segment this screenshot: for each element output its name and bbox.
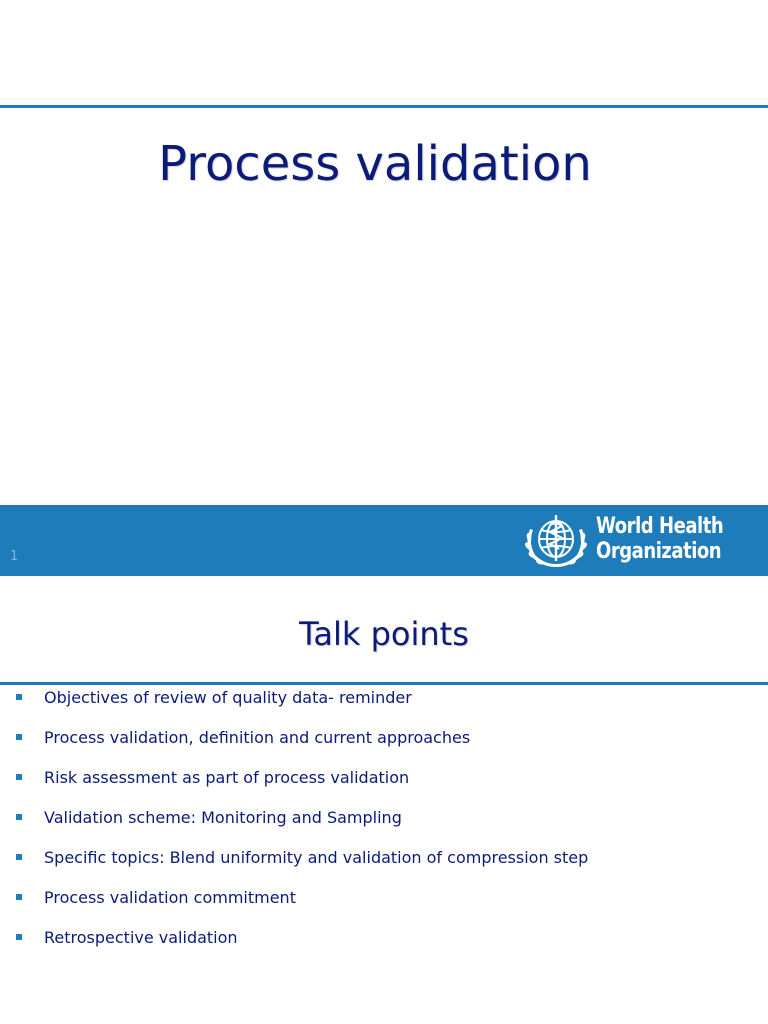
bullet-square-icon [16,934,22,940]
bullet-list [0,686,588,966]
footer-band [0,505,768,576]
bullet-square-icon [16,814,22,820]
bullet-square-icon [16,854,22,860]
slide-title: Talk points [299,615,469,653]
header-rule [0,105,768,108]
bullet-item: Objectives of review of quality data- reminder [0,686,588,726]
bullet-item: Process validation, definition and current approaches [0,726,588,766]
slide-number: 1 [10,549,19,564]
who-emblem-icon [520,509,588,573]
bullet-item: Retrospective validation [0,926,588,966]
bullet-item: Validation scheme: Monitoring and Sampling [0,806,588,846]
slide-title: Process validation [158,136,592,192]
bullet-square-icon [16,734,22,740]
who-logo-line2: Organization [596,539,722,564]
bullet-square-icon [16,694,22,700]
who-logo-text [596,514,723,564]
bullet-item: Specific topics: Blend uniformity and validation of compression step [0,846,588,886]
title-rule [0,682,768,685]
slide-2 [0,576,768,1024]
who-logo-line1: World Health [596,514,724,539]
bullet-square-icon [16,894,22,900]
bullet-item: Risk assessment as part of process validation [0,766,588,806]
bullet-item: Process validation commitment [0,886,588,926]
bullet-square-icon [16,774,22,780]
